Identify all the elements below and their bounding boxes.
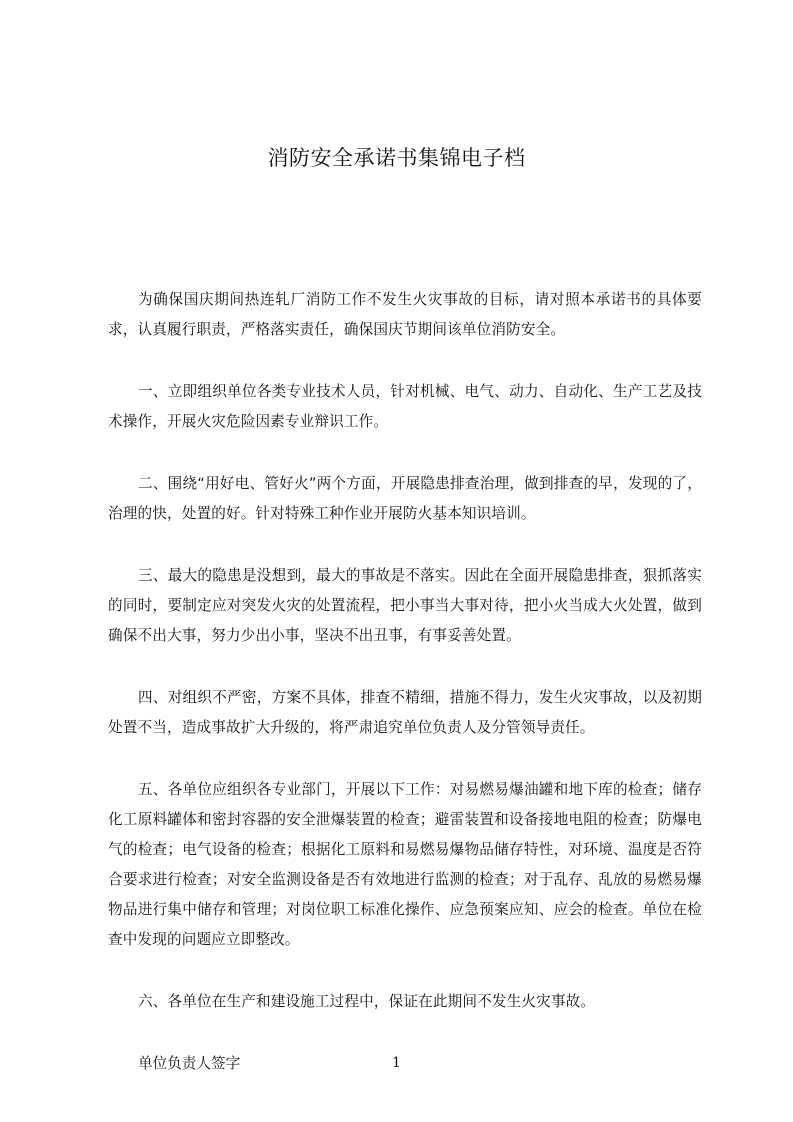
page-number: 1 (392, 1055, 401, 1071)
paragraph-item-4: 四、对组织不严密，方案不具体，排查不精细，措施不得力，发生火灾事故，以及初期处置不当，造成事故扩大升级的，将严肃追究单位负责人及分管领导责任。 (108, 689, 702, 736)
paragraph-item-6: 六、各单位在生产和建设施工过程中，保证在此期间不发生火灾事故。 (138, 993, 596, 1010)
paragraph-item-1: 一、立即组织单位各类专业技术人员，针对机械、电气、动力、自动化、生产工艺及技术操作，开展火灾危险因素专业辩识工作。 (108, 383, 702, 430)
paragraph-intro: 为确保国庆期间热连轧厂消防工作不发生火灾事故的目标，请对照本承诺书的具体要求，认真履行职责，严格落实责任，确保国庆节期间该单位消防安全。 (108, 291, 702, 338)
paragraph-item-5: 五、各单位应组织各专业部门，开展以下工作：对易燃易爆油罐和地下库的检查；储存化工原料罐体和密封容器的安全泄爆装置的检查；避雷装置和设备接地电阻的检查；防爆电气的检查；电气设备的检查；根据化工原料和易燃易爆物品储存特性，对环境、温度是否符合要求进行检查；对安全监测设备是否有效地进行监测的检查；对于乱存、乱放的易燃易爆物品进行集中储存和管理；对岗位职工标准化操作、应急预案应知、应会的检查。单位在检查中发现的问题应立即整改。 (108, 781, 702, 948)
signature-label: 单位负责人签字 (138, 1055, 241, 1072)
paragraph-item-2: 二、围绕“用好电、管好火”两个方面，开展隐患排查治理，做到排查的早，发现的了，治理的快，处置的好。针对特殊工种作业开展防火基本知识培训。 (108, 475, 702, 522)
document-body (108, 285, 702, 1079)
paragraph-item-3: 三、最大的隐患是没想到，最大的事故是不落实。因此在全面开展隐患排查，狠抓落实的同时，要制定应对突发火灾的处置流程，把小事当大事对待，把小火当成大火处置，做到确保不出大事，努力少出小事，坚决不出丑事，有事妥善处置。 (108, 567, 702, 644)
document-title: 消防安全承诺书集锦电子档 (267, 146, 526, 170)
